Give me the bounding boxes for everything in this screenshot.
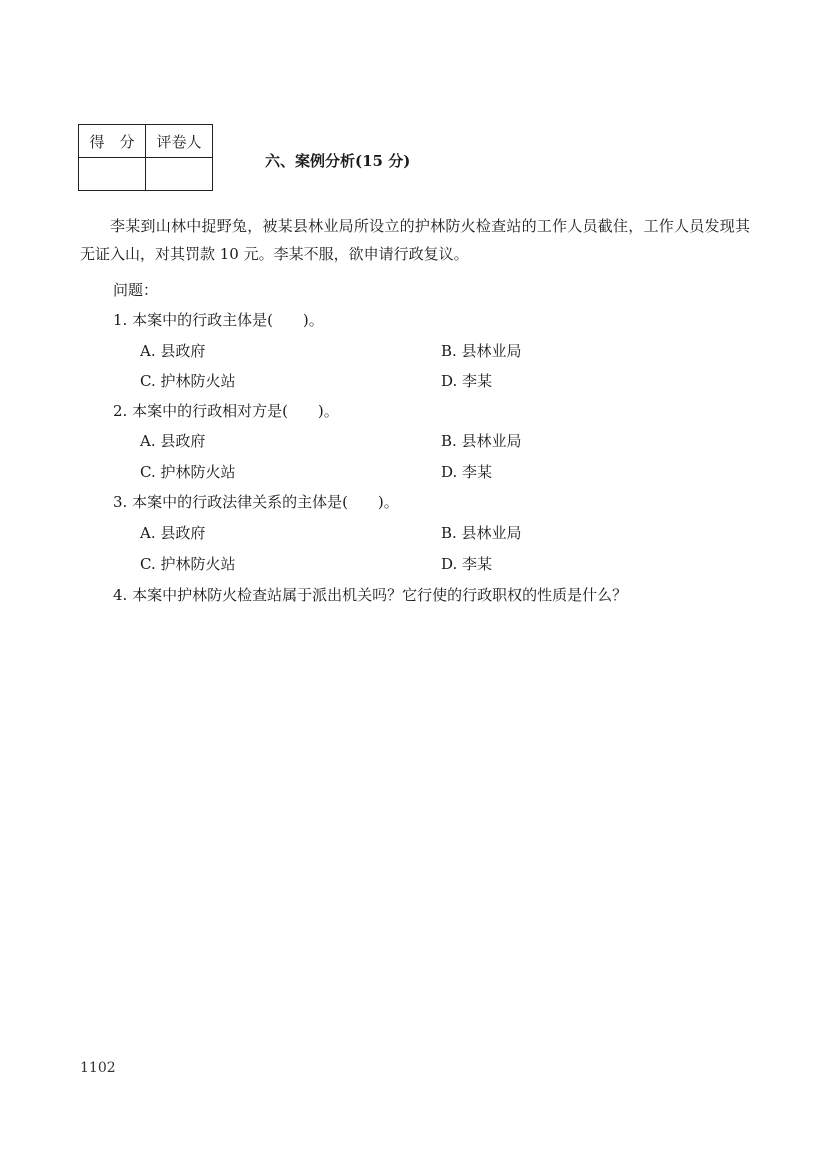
question-1-option-a: A. 县政府 [140,342,206,360]
question-1-option-c: C. 护林防火站 [140,372,236,390]
questions-label: 问题： [113,281,159,299]
page-number: 1102 [80,1060,116,1076]
question-4: 4. 本案中护林防火检查站属于派出机关吗？它行使的行政职权的性质是什么？ [113,586,628,604]
question-1: 1. 本案中的行政主体是( )。 [113,311,324,329]
score-label: 得 分 [79,125,146,158]
question-1-option-d: D. 李某 [441,372,493,390]
section-title: 六、案例分析(15 分) [265,152,411,170]
question-2-option-c: C. 护林防火站 [140,463,236,481]
score-cell [79,158,146,191]
question-2-option-d: D. 李某 [441,463,493,481]
question-3-option-b: B. 县林业局 [441,524,522,542]
question-2: 2. 本案中的行政相对方是( )。 [113,402,339,420]
score-table [78,124,213,191]
question-2-option-b: B. 县林业局 [441,432,522,450]
case-text: 李某到山林中捉野兔，被某县林业局所设立的护林防火检查站的工作人员截住，工作人员发现其无证入山，对其罚款 10 元。李某不服，欲申请行政复议。 [80,217,750,263]
question-1-option-b: B. 县林业局 [441,342,522,360]
grader-label: 评卷人 [146,125,213,158]
question-3-option-d: D. 李某 [441,555,493,573]
question-3-option-a: A. 县政府 [140,524,206,542]
question-3: 3. 本案中的行政法律关系的主体是( )。 [113,493,399,511]
question-3-option-c: C. 护林防火站 [140,555,236,573]
grader-cell [146,158,213,191]
question-2-option-a: A. 县政府 [140,432,206,450]
